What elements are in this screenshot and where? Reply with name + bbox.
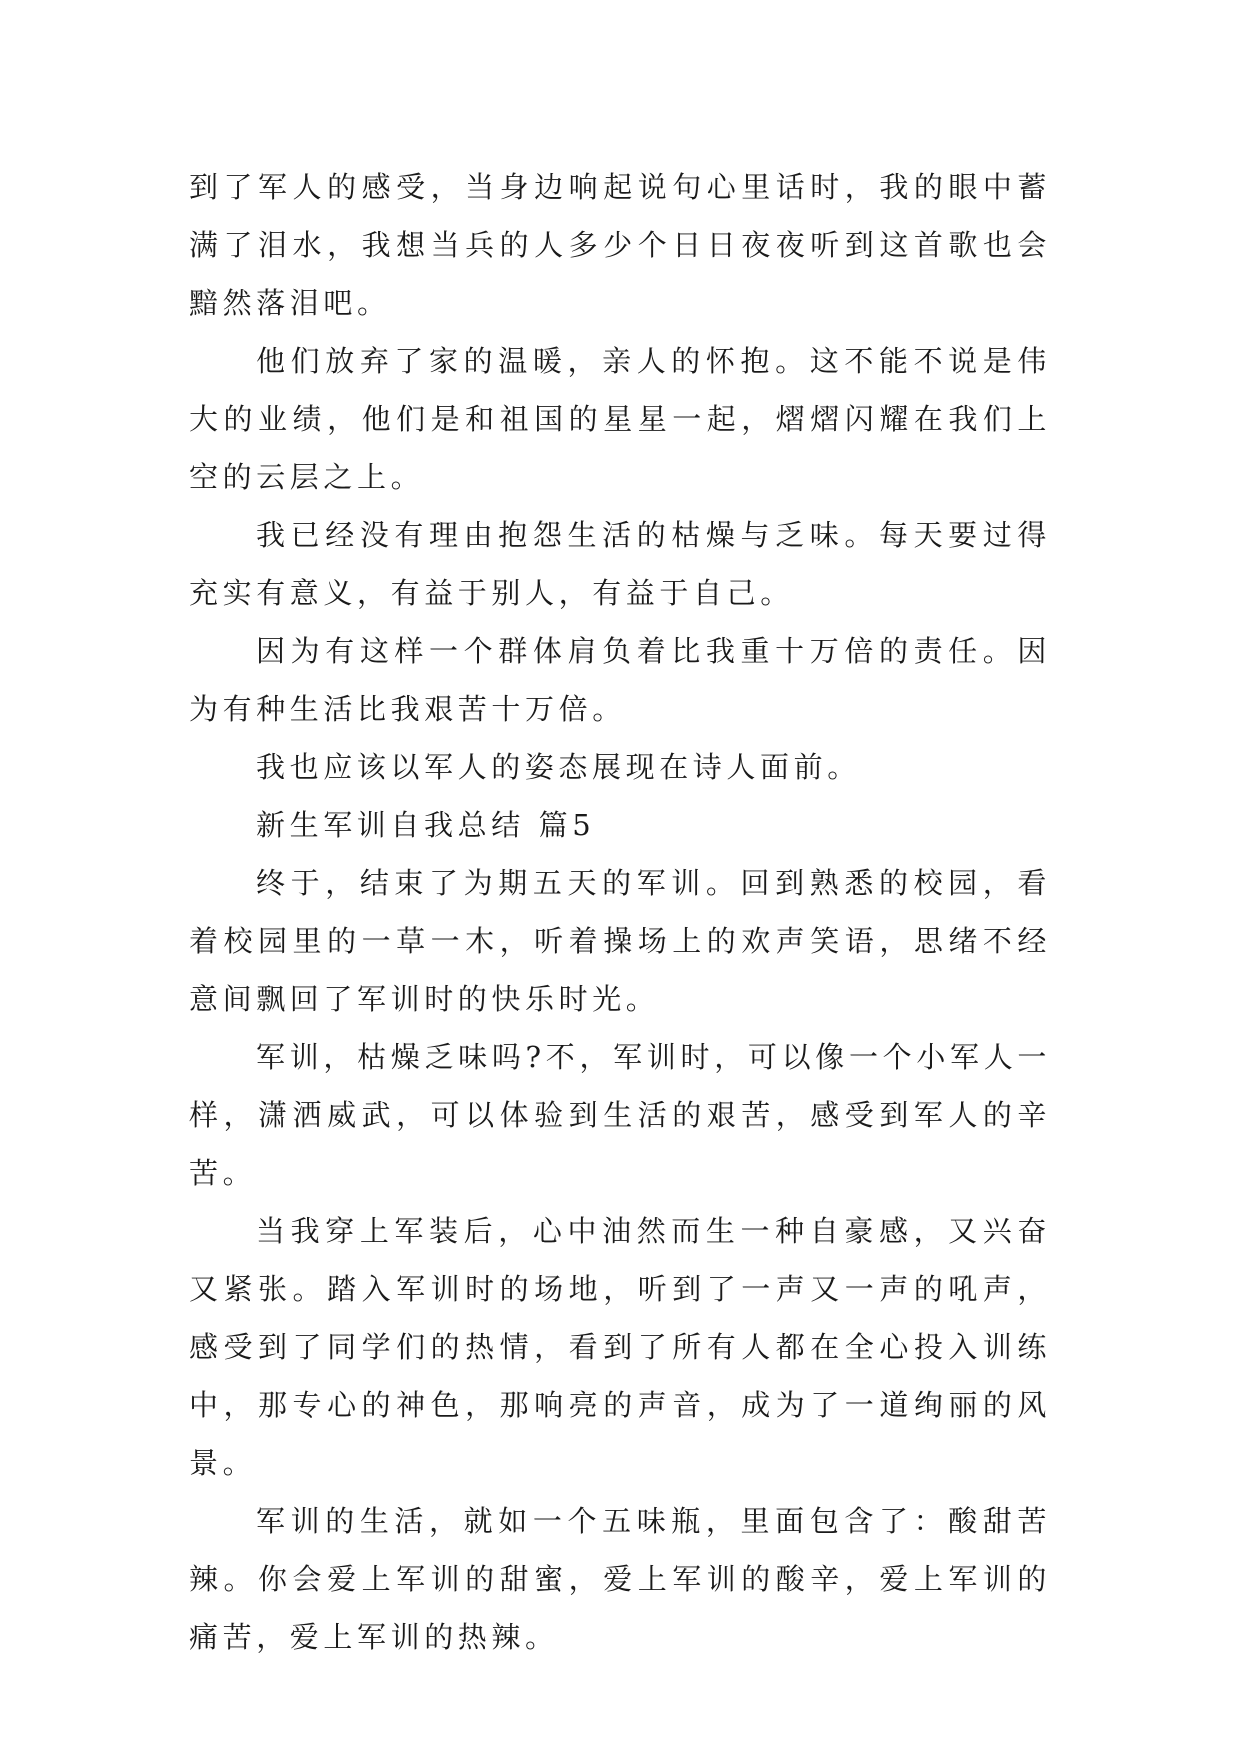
document-body: [189, 158, 1051, 1666]
paragraph: 军训，枯燥乏味吗?不，军训时，可以像一个小军人一样，潇洒威武，可以体验到生活的艰苦，感受到军人的辛苦。: [189, 1040, 1051, 1190]
paragraph-continued: 到了军人的感受，当身边响起说句心里话时，我的眼中蓄满了泪水，我想当兵的人多少个日日夜夜听到这首歌也会黯然落泪吧。: [189, 170, 1051, 320]
paragraph: 军训的生活，就如一个五味瓶，里面包含了：酸甜苦辣。你会爱上军训的甜蜜，爱上军训的酸辛，爱上军训的痛苦，爱上军训的热辣。: [189, 1504, 1051, 1654]
paragraph: 因为有这样一个群体肩负着比我重十万倍的责任。因为有种生活比我艰苦十万倍。: [189, 634, 1051, 726]
paragraph: 终于，结束了为期五天的军训。回到熟悉的校园，看着校园里的一草一木，听着操场上的欢声笑语，思绪不经意间飘回了军训时的快乐时光。: [189, 866, 1051, 1016]
section-heading: 新生军训自我总结 篇5: [256, 808, 596, 842]
paragraph: 他们放弃了家的温暖，亲人的怀抱。这不能不说是伟大的业绩，他们是和祖国的星星一起，熠熠闪耀在我们上空的云层之上。: [189, 344, 1051, 494]
paragraph: 我也应该以军人的姿态展现在诗人面前。: [256, 750, 861, 784]
paragraph: 当我穿上军装后，心中油然而生一种自豪感，又兴奋又紧张。踏入军训时的场地，听到了一声又一声的吼声，感受到了同学们的热情，看到了所有人都在全心投入训练中，那专心的神色，那响亮的声音，成为了一道绚丽的风景。: [189, 1214, 1051, 1480]
paragraph: 我已经没有理由抱怨生活的枯燥与乏味。每天要过得充实有意义，有益于别人，有益于自己。: [189, 518, 1051, 610]
